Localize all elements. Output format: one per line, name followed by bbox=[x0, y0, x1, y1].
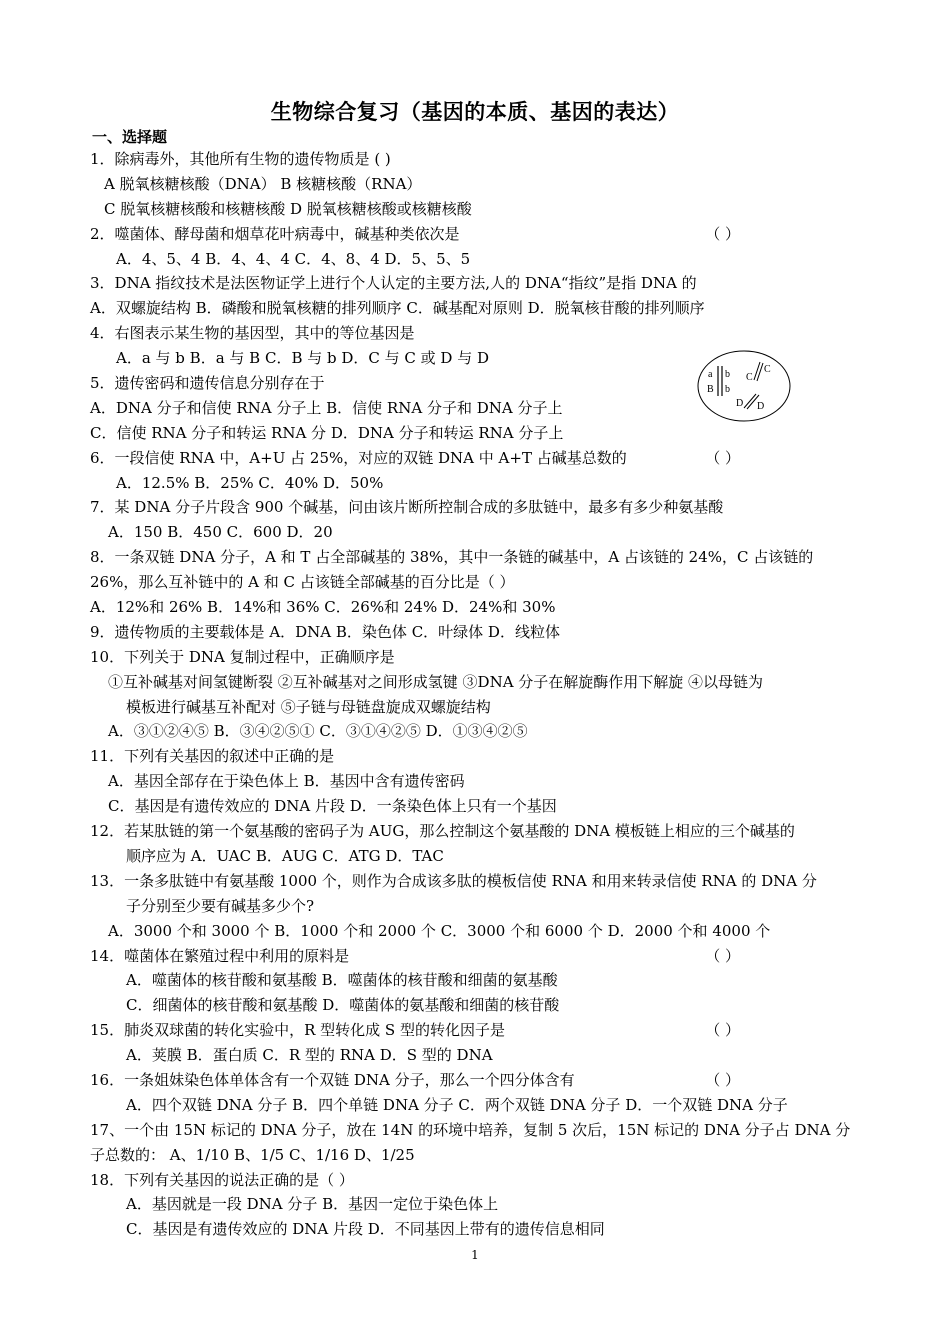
option-line: A 脱氧核糖核酸（DNA） B 核糖核酸（RNA） bbox=[104, 174, 422, 193]
option-line: A．双螺旋结构 B．磷酸和脱氧核糖的排列顺序 C．碱基配对原则 D．脱氧核苷酸的排列顺序 bbox=[90, 299, 705, 318]
section-heading: 一、选择题 bbox=[92, 128, 168, 146]
genotype-figure bbox=[694, 346, 794, 426]
answer-paren: （ ） bbox=[705, 224, 740, 243]
page-title: 生物综合复习（基因的本质、基因的表达） bbox=[270, 100, 680, 124]
question-line: 3．DNA 指纹技术是法医物证学上进行个人认定的主要方法,人的 DNA“指纹”是指 DNA 的 bbox=[90, 274, 697, 293]
option-line: C．基因是有遗传效应的 DNA 片段 D．不同基因上带有的遗传信息相同 bbox=[126, 1220, 605, 1239]
option-line: 顺序应为 A．UAC B．AUG C．ATG D．TAC bbox=[126, 846, 444, 865]
question-text: 14．噬菌体在繁殖过程中利用的原料是 bbox=[90, 946, 350, 965]
option-line: C．基因是有遗传效应的 DNA 片段 D．一条染色体上只有一个基因 bbox=[108, 797, 557, 816]
question-line: 10．下列关于 DNA 复制过程中，正确顺序是 bbox=[90, 647, 395, 666]
question-line: 13．一条多肽链中有氨基酸 1000 个，则作为合成该多肽的模板信使 RNA 和用来转录信使 RNA 的 DNA 分 bbox=[90, 871, 817, 890]
question-line bbox=[90, 1018, 870, 1043]
question-line: 1．除病毒外，其他所有生物的遗传物质是 ( ) bbox=[90, 150, 391, 168]
gene-label: B bbox=[707, 384, 714, 395]
option-line: C．细菌体的核苷酸和氨基酸 D．噬菌体的氨基酸和细菌的核苷酸 bbox=[126, 996, 560, 1015]
gene-label: D bbox=[757, 401, 765, 412]
answer-paren: （ ） bbox=[705, 1021, 740, 1040]
page-number: 1 bbox=[471, 1248, 479, 1262]
option-line: A．噬菌体的核苷酸和氨基酸 B．噬菌体的核苷酸和细菌的氨基酸 bbox=[126, 971, 558, 990]
gene-label: C bbox=[764, 364, 771, 375]
question-line: 12．若某肽链的第一个氨基酸的密码子为 AUG，那么控制这个氨基酸的 DNA 模板链上相应的三个碱基的 bbox=[90, 822, 795, 841]
option-line: A．a 与 b B．a 与 B C．B 与 b D．C 与 C 或 D 与 D bbox=[116, 349, 490, 368]
option-line: A．3000 个和 3000 个 B．1000 个和 2000 个 C．3000 个和 6000 个 D．2000 个和 4000 个 bbox=[108, 921, 771, 940]
question-line bbox=[90, 222, 870, 247]
option-line: A．基因就是一段 DNA 分子 B．基因一定位于染色体上 bbox=[126, 1195, 499, 1214]
question-line: 子总数的： A、1/10 B、1/5 C、1/16 D、1/25 bbox=[90, 1145, 415, 1164]
option-line: A．四个双链 DNA 分子 B．四个单链 DNA 分子 C．两个双链 DNA 分子 D．一个双链 DNA 分子 bbox=[126, 1095, 788, 1114]
option-line: ①互补碱基对间氢键断裂 ②互补碱基对之间形成氢键 ③DNA 分子在解旋酶作用下解旋 ④以母链为 bbox=[108, 672, 764, 691]
gene-label: b bbox=[725, 384, 730, 395]
question-line bbox=[90, 446, 870, 471]
question-line: 18．下列有关基因的说法正确的是（ ） bbox=[90, 1170, 354, 1189]
option-line: A．③①②④⑤ B．③④②⑤① C．③①④②⑤ D．①③④②⑤ bbox=[108, 722, 528, 741]
question-line: 子分别至少要有碱基多少个? bbox=[126, 896, 315, 915]
option-line: A．12%和 26% B．14%和 36% C．26%和 24% D．24%和 30% bbox=[90, 598, 556, 617]
question-line: 11．下列有关基因的叙述中正确的是 bbox=[90, 747, 335, 766]
question-line: 17、一个由 15N 标记的 DNA 分子，放在 14N 的环境中培养，复制 5 次后，15N 标记的 DNA 分子占 DNA 分 bbox=[90, 1120, 851, 1139]
answer-paren: （ ） bbox=[705, 1070, 740, 1089]
answer-paren: （ ） bbox=[705, 448, 740, 467]
option-line: C 脱氧核糖核酸和核糖核酸 D 脱氧核糖核酸或核糖核酸 bbox=[104, 199, 472, 218]
chromosome-line bbox=[757, 363, 763, 381]
question-line: 26%，那么互补链中的 A 和 C 占该链全部碱基的百分比是（ ） bbox=[90, 573, 515, 592]
option-line: A．12.5% B．25% C．40% D．50% bbox=[116, 473, 384, 492]
option-line: A．荚膜 B．蛋白质 C．R 型的 RNA D．S 型的 DNA bbox=[126, 1046, 493, 1065]
answer-paren: （ ） bbox=[705, 946, 740, 965]
question-text: 6．一段信使 RNA 中，A+U 占 25%，对应的双链 DNA 中 A+T 占碱基总数的 bbox=[90, 448, 627, 467]
question-line bbox=[90, 1068, 870, 1093]
option-line: 模板进行碱基互补配对 ⑤子链与母链盘旋成双螺旋结构 bbox=[126, 697, 491, 716]
question-line: 4．右图表示某生物的基因型，其中的等位基因是 bbox=[90, 324, 415, 343]
question-list bbox=[90, 147, 870, 1242]
question-line: 7．某 DNA 分子片段含 900 个碱基，问由该片断所控制合成的多肽链中，最多有多少种氨基酸 bbox=[90, 498, 724, 517]
option-line: A．DNA 分子和信使 RNA 分子上 B．信使 RNA 分子和 DNA 分子上 bbox=[90, 398, 563, 417]
gene-label: b bbox=[725, 369, 730, 380]
gene-label: a bbox=[708, 369, 713, 380]
option-line: A．150 B．450 C．600 D．20 bbox=[108, 523, 333, 542]
gene-label: D bbox=[736, 398, 744, 409]
chromosome-line bbox=[754, 362, 760, 380]
question-line: 8．一条双链 DNA 分子，A 和 T 占全部碱基的 38%，其中一条链的碱基中，A 占该链的 24%，C 占该链的 bbox=[90, 548, 814, 567]
question-line: 9．遗传物质的主要载体是 A．DNA B．染色体 C．叶绿体 D．线粒体 bbox=[90, 622, 560, 641]
option-line: A．基因全部存在于染色体上 B．基因中含有遗传密码 bbox=[108, 772, 465, 791]
gene-label: C bbox=[746, 372, 753, 383]
option-line: A．4、5、4 B．4、4、4 C．4、8、4 D．5、5、5 bbox=[116, 249, 471, 268]
question-line bbox=[90, 944, 870, 969]
question-text: 2．噬菌体、酵母菌和烟草花叶病毒中，碱基种类依次是 bbox=[90, 224, 460, 243]
question-line: 5．遗传密码和遗传信息分别存在于 bbox=[90, 374, 325, 393]
option-line: C．信使 RNA 分子和转运 RNA 分 D．DNA 分子和转运 RNA 分子上 bbox=[90, 423, 564, 442]
question-text: 15．肺炎双球菌的转化实验中，R 型转化成 S 型的转化因子是 bbox=[90, 1021, 505, 1040]
question-text: 16．一条姐妹染色体单体含有一个双链 DNA 分子，那么一个四分体含有 bbox=[90, 1070, 575, 1089]
